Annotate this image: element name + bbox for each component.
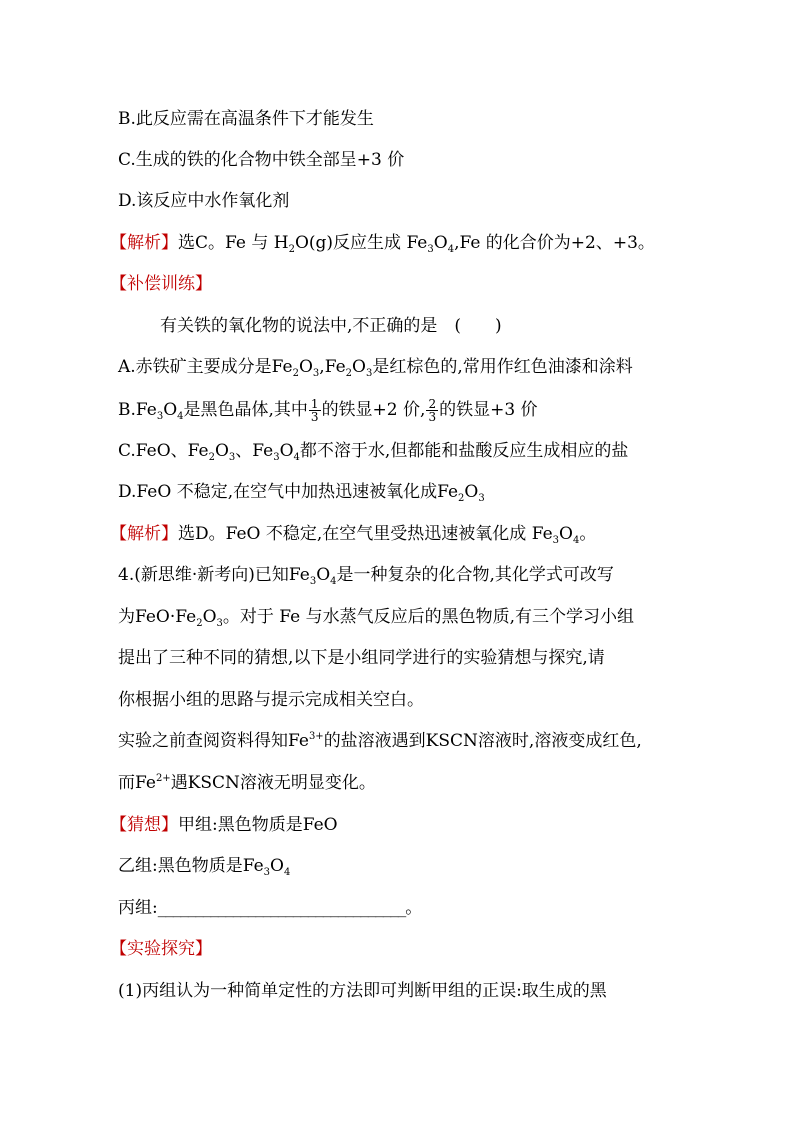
experiment-heading [110,938,212,960]
experiment-tag: 【实验探究】 [110,939,212,959]
question-4-line-4: 你根据小组的思路与提示完成相关空白。 [118,690,424,710]
option-b: B.此反应需在高温条件下才能发生 [118,109,374,129]
fraction-one-third: $\frac{1}{3}$ [310,397,319,424]
option-c: C.生成的铁的化合物中铁全部呈+3 价 [118,150,405,170]
experiment-line-1: (1)丙组认为一种简单定性的方法即可判断甲组的正误:取生成的黑 [118,981,607,1001]
hypothesis-tag: 【猜想】 [110,815,178,835]
question-4-line-3: 提出了三种不同的猜想,以下是小组同学进行的实验猜想与探究,请 [118,648,605,668]
question-4-line-2: 为$FeO\cdot Fe_2O_3$。对于 Fe 与水蒸气反应后的黑色物质,有三个学习小组 [118,607,635,629]
analysis-tag: 【解析】 [110,233,178,253]
hypothesis-c: 丙组:_________________________________。 [118,898,423,918]
question-stem: 有关铁的氧化物的说法中,不正确的是 ( ) [160,316,502,336]
choice-d: D.FeO 不稳定,在空气中加热迅速被氧化成$Fe_2O_3$ [118,482,485,504]
option-d: D.该反应中水作氧化剂 [118,191,290,211]
choice-b: $B.Fe_3O_4$是黑色晶体,其中 $\frac{1}{3}$ 的铁显+2 价, $\frac{2}{3}$ 的铁显+3 价 [118,397,538,424]
analysis-2: 【解析】选D。FeO 不稳定,在空气里受热迅速被氧化成 $Fe_3O_4$。 [110,524,597,546]
compensation-tag: 【补偿训练】 [110,274,212,294]
reference-line-1: 实验之前查阅资料得知$Fe^{3+}$的盐溶液遇到KSCN溶液时,溶液变成红色, [118,731,642,751]
hypothesis-b: 乙组:黑色物质是$Fe_3O_4$ [118,856,291,878]
choice-a: A.赤铁矿主要成分是$Fe_2O_3,Fe_2O_3$是红棕色的,常用作红色油漆和涂料 [118,357,633,379]
answer-blank[interactable]: _________________________________ [157,898,406,918]
choice-c: C.FeO、$Fe_2O_3$、$Fe_3O_4$都不溶于水,但都能和盐酸反应生成相应的盐 [118,441,629,463]
hypothesis-a: 【猜想】甲组:黑色物质是FeO [110,815,338,835]
analysis-1: 【解析】选C。Fe 与 $H_2O(g)$反应生成 $Fe_3O_4,Fe$ 的化合价为+2、+3。 [110,233,655,255]
reference-line-2: 而$Fe^{2+}$遇KSCN溶液无明显变化。 [118,773,376,793]
analysis-tag-2: 【解析】 [110,524,178,544]
fraction-two-thirds: $\frac{2}{3}$ [428,397,437,424]
compensation-heading [110,273,212,295]
question-4-line-1: 4.(新思维·新考向)已知$Fe_3O_4$是一种复杂的化合物,其化学式可改写 [118,565,614,587]
